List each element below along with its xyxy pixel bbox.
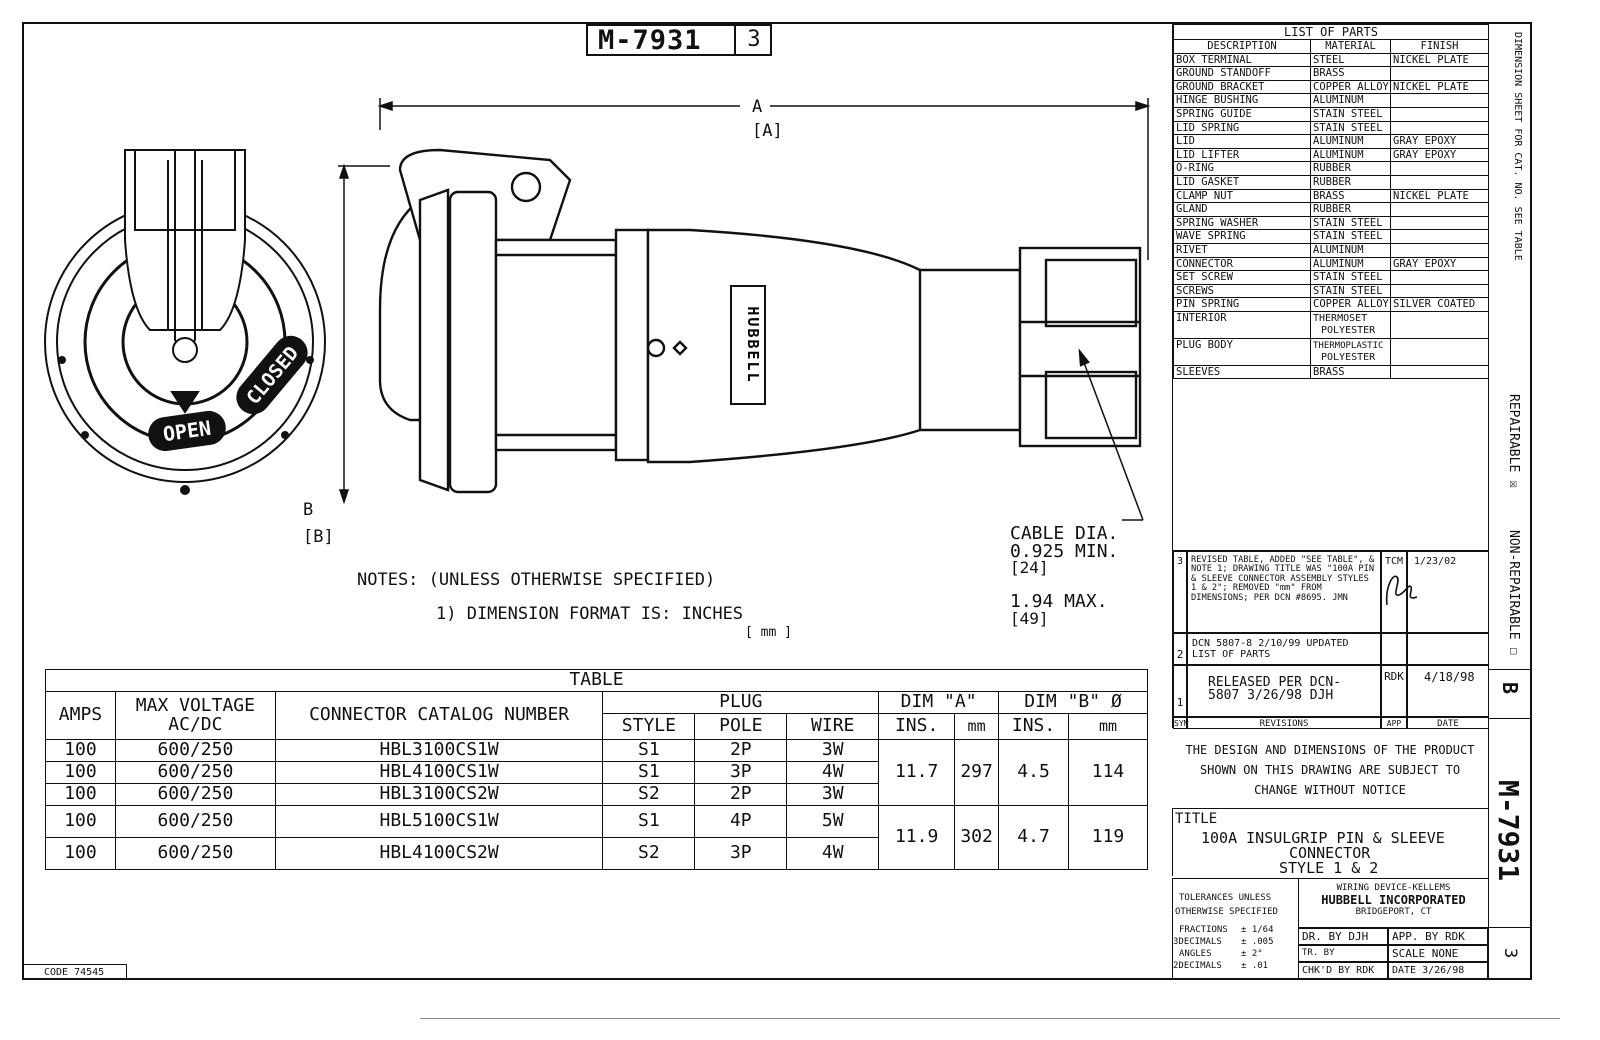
rev-sym: 3	[1173, 551, 1187, 633]
hubbell-logo-text: HUBBELL	[744, 306, 762, 384]
part-finish: GRAY EPOXY	[1391, 135, 1489, 149]
part-finish	[1391, 162, 1489, 176]
part-material: RUBBER	[1311, 162, 1391, 176]
parts-table	[1173, 24, 1489, 379]
part-material: ALUMINUM	[1311, 257, 1391, 271]
part-material: BRASS	[1311, 189, 1391, 203]
cell-dim-b-mm: 119	[1069, 806, 1148, 870]
cell-pole: 2P	[695, 784, 787, 806]
part-description: SPRING WASHER	[1174, 216, 1311, 230]
company-name: HUBBELL INCORPORATED	[1321, 893, 1466, 907]
closed-label: CLOSED	[242, 342, 304, 410]
sheet-size: B	[1498, 682, 1522, 695]
part-finish: GRAY EPOXY	[1391, 257, 1489, 271]
parts-row	[1174, 135, 1489, 149]
part-description: SET SCREW	[1174, 271, 1311, 285]
cell-dim-a-ins: 11.9	[879, 806, 955, 870]
parts-header-finish: FINISH	[1391, 40, 1489, 54]
side-sheet-revision: 3	[1500, 948, 1520, 959]
drawn-by: DR. BY DJH	[1298, 928, 1388, 945]
cell-catalog: HBL5100CS1W	[275, 806, 603, 838]
cell-voltage: 600/250	[115, 762, 275, 784]
cell-voltage: 600/250	[115, 838, 275, 870]
part-finish	[1391, 94, 1489, 108]
part-description: CLAMP NUT	[1174, 189, 1311, 203]
tolerance-angles-value: ± 2°	[1241, 949, 1263, 959]
company-block	[1298, 878, 1488, 928]
tolerance-heading-2: OTHERWISE SPECIFIED	[1175, 907, 1278, 917]
cell-wire: 3W	[787, 740, 879, 762]
cell-dim-b-ins: 4.5	[999, 740, 1069, 806]
tolerance-2decimals-label: 2DECIMALS	[1173, 961, 1222, 971]
scale: SCALE NONE	[1388, 945, 1488, 962]
rev-sym: 1	[1173, 665, 1187, 717]
cable-max-mm-label: [49]	[1010, 609, 1049, 628]
rev-approver-empty	[1381, 633, 1407, 665]
notes-item-1: 1) DIMENSION FORMAT IS: INCHES	[436, 604, 744, 624]
part-description: BOX TERMINAL	[1174, 53, 1311, 67]
parts-row	[1174, 162, 1489, 176]
cell-catalog: HBL4100CS2W	[275, 838, 603, 870]
cell-style: S1	[603, 806, 695, 838]
company-location: BRIDGEPORT, CT	[1355, 907, 1432, 917]
tolerance-heading-1: TOLERANCES UNLESS	[1179, 893, 1272, 903]
cell-pole: 2P	[695, 740, 787, 762]
parts-header-description: DESCRIPTION	[1174, 40, 1311, 54]
change-notice: THE DESIGN AND DIMENSIONS OF THE PRODUCT SHOWN ON THIS DRAWING ARE SUBJECT TO CHANGE WITHOUT NOTICE	[1185, 743, 1475, 797]
cell-voltage: 600/250	[115, 784, 275, 806]
parts-row	[1174, 365, 1489, 379]
parts-row	[1174, 271, 1489, 285]
part-material-line-2: POLYESTER	[1321, 351, 1376, 363]
part-material: RUBBER	[1311, 203, 1391, 217]
header-dim-a: DIM "A"	[879, 692, 999, 714]
front-view-drawing	[40, 130, 340, 510]
right-strip	[1488, 24, 1531, 979]
cell-style: S1	[603, 740, 695, 762]
part-description: LID LIFTER	[1174, 148, 1311, 162]
part-material: COPPER ALLOY	[1311, 298, 1391, 312]
cell-pole: 3P	[695, 762, 787, 784]
parts-list-panel	[1172, 24, 1488, 550]
part-description: GROUND STANDOFF	[1174, 67, 1311, 81]
part-material: BRASS	[1311, 67, 1391, 81]
rev-description: RELEASED PER DCN-5807 3/26/98 DJH	[1187, 665, 1381, 717]
tolerance-angles-label: ANGLES	[1179, 949, 1212, 959]
part-description: SLEEVES	[1174, 365, 1311, 379]
cell-style: S2	[603, 784, 695, 806]
part-finish	[1391, 175, 1489, 189]
part-description: SCREWS	[1174, 284, 1311, 298]
part-finish: GRAY EPOXY	[1391, 148, 1489, 162]
cable-dia-label: CABLE DIA.	[1010, 523, 1119, 544]
tolerance-block	[1172, 878, 1298, 978]
side-drawing-number: M-7931	[1492, 780, 1525, 882]
cell-amps: 100	[46, 806, 116, 838]
catalog-table	[45, 669, 1148, 870]
part-material: BRASS	[1311, 365, 1391, 379]
notes-heading: NOTES: (UNLESS OTHERWISE SPECIFIED)	[357, 570, 716, 590]
part-finish: SILVER COATED	[1391, 298, 1489, 312]
cable-min-label: 0.925 MIN.	[1010, 541, 1119, 562]
parts-row	[1174, 121, 1489, 135]
table-title: TABLE	[46, 670, 1148, 692]
parts-row	[1174, 257, 1489, 271]
part-material: STAIN STEEL	[1311, 230, 1391, 244]
rev-sym: 2	[1173, 633, 1187, 665]
parts-row	[1174, 284, 1489, 298]
approved-by: APP. BY RDK	[1388, 928, 1488, 945]
parts-row	[1174, 148, 1489, 162]
part-description: WAVE SPRING	[1174, 230, 1311, 244]
table-row	[46, 806, 1148, 838]
cell-wire: 3W	[787, 784, 879, 806]
cell-wire: 4W	[787, 762, 879, 784]
part-description: INTERIOR	[1174, 311, 1311, 338]
cell-amps: 100	[46, 784, 116, 806]
parts-row	[1174, 67, 1489, 81]
header-dim-b-ins: INS.	[999, 714, 1069, 740]
cell-wire: 4W	[787, 838, 879, 870]
part-description: GLAND	[1174, 203, 1311, 217]
tolerance-fractions-value: ± 1/64	[1241, 925, 1274, 935]
rev-description: REVISED TABLE, ADDED "SEE TABLE", & NOTE 1; DRAWING TITLE WAS "100A PIN & SLEEVE CONNECTOR ASSEMBLY STYLES 1 & 2"; REMOVED "mm" FROM DIMENSIONS; PER DCN #8695. JMN	[1187, 551, 1381, 633]
open-label: OPEN	[161, 415, 213, 447]
table-row	[46, 740, 1148, 762]
cell-dim-a-mm: 302	[955, 806, 999, 870]
part-material: COPPER ALLOY	[1311, 80, 1391, 94]
part-finish: NICKEL PLATE	[1391, 80, 1489, 94]
part-finish	[1391, 203, 1489, 217]
dim-b-mm-label: [B]	[303, 527, 334, 547]
part-material: STAIN STEEL	[1311, 216, 1391, 230]
part-material: THERMOSET	[1313, 312, 1368, 324]
part-material: THERMOPLASTIC	[1313, 340, 1384, 351]
parts-row	[1174, 338, 1489, 365]
rev-approver: TCM	[1381, 551, 1407, 633]
side-view-drawing	[300, 90, 1180, 570]
rev-date: 1/23/02	[1407, 551, 1489, 633]
part-description: O-RING	[1174, 162, 1311, 176]
part-description: SPRING GUIDE	[1174, 107, 1311, 121]
sheet-catalog-note: DIMENSION SHEET FOR CAT. NO. SEE TABLE	[1512, 32, 1523, 261]
tolerance-3decimals-label: 3DECIMALS	[1173, 937, 1222, 947]
parts-row	[1174, 203, 1489, 217]
parts-row	[1174, 311, 1489, 338]
header-dim-b: DIM "B" Ø	[999, 692, 1148, 714]
cell-amps: 100	[46, 838, 116, 870]
title-line-1: 100A INSULGRIP PIN & SLEEVE	[1201, 829, 1445, 847]
parts-row	[1174, 298, 1489, 312]
cell-pole: 3P	[695, 838, 787, 870]
drawing-number: M-7931	[598, 25, 702, 56]
title-block	[1172, 808, 1488, 876]
company-division: WIRING DEVICE-KELLEMS	[1336, 883, 1451, 893]
drawing-number-box	[586, 24, 772, 56]
cell-amps: 100	[46, 762, 116, 784]
header-pole: POLE	[695, 714, 787, 740]
revisions-block	[1172, 550, 1488, 728]
part-material: STAIN STEEL	[1311, 121, 1391, 135]
cell-catalog: HBL4100CS1W	[275, 762, 603, 784]
part-material: ALUMINUM	[1311, 94, 1391, 108]
tolerance-2decimals-value: ± .01	[1241, 961, 1269, 971]
part-description: LID GASKET	[1174, 175, 1311, 189]
part-finish	[1391, 230, 1489, 244]
parts-row	[1174, 216, 1489, 230]
part-material: STAIN STEEL	[1311, 271, 1391, 285]
lid-outline	[380, 200, 420, 420]
part-description: GROUND BRACKET	[1174, 80, 1311, 94]
rev-date: 4/18/98	[1407, 665, 1489, 717]
header-catalog: CONNECTOR CATALOG NUMBER	[275, 692, 603, 740]
drawing-date: DATE 3/26/98	[1388, 962, 1488, 979]
cell-pole: 4P	[695, 806, 787, 838]
header-plug: PLUG	[603, 692, 879, 714]
cell-dim-b-mm: 114	[1069, 740, 1148, 806]
parts-title: LIST OF PARTS	[1174, 25, 1489, 40]
part-material: RUBBER	[1311, 175, 1391, 189]
traced-by: TR. BY	[1298, 945, 1388, 962]
parts-row	[1174, 53, 1489, 67]
header-max-voltage: MAX VOLTAGE AC/DC	[115, 692, 275, 740]
part-material-line-2: POLYESTER	[1321, 324, 1376, 336]
cell-catalog: HBL3100CS1W	[275, 740, 603, 762]
notes-item-1-sub: [ mm ]	[745, 625, 792, 640]
parts-row	[1174, 230, 1489, 244]
dim-a-mm-label: [A]	[752, 121, 783, 141]
rev-header-app: APP	[1381, 717, 1407, 729]
header-style: STYLE	[603, 714, 695, 740]
cell-dim-a-mm: 297	[955, 740, 999, 806]
checked-by: CHK'D BY RDK	[1298, 962, 1388, 979]
cell-wire: 5W	[787, 806, 879, 838]
title-line-3: STYLE 1 & 2	[1279, 859, 1379, 877]
part-finish: NICKEL PLATE	[1391, 189, 1489, 203]
rev-approver: RDK	[1381, 665, 1407, 717]
parts-row	[1174, 94, 1489, 108]
repairable-flag: REPAIRABLE ☒	[1506, 394, 1521, 488]
part-description: HINGE BUSHING	[1174, 94, 1311, 108]
cable-min-mm-label: [24]	[1010, 558, 1049, 577]
title-line-2: CONNECTOR	[1289, 844, 1371, 862]
cell-voltage: 600/250	[115, 740, 275, 762]
part-material: STEEL	[1311, 53, 1391, 67]
cell-dim-b-ins: 4.7	[999, 806, 1069, 870]
part-material: STAIN STEEL	[1311, 284, 1391, 298]
tolerance-3decimals-value: ± .005	[1241, 937, 1274, 947]
header-dim-a-mm: mm	[955, 714, 999, 740]
header-amps: AMPS	[46, 692, 116, 740]
drawing-revision: 3	[734, 26, 772, 54]
part-description: CONNECTOR	[1174, 257, 1311, 271]
part-finish	[1391, 271, 1489, 285]
cell-dim-a-ins: 11.7	[879, 740, 955, 806]
non-repairable-flag: NON-REPAIRABLE ☐	[1506, 530, 1521, 656]
part-description: LID SPRING	[1174, 121, 1311, 135]
parts-header-material: MATERIAL	[1311, 40, 1391, 54]
part-material: ALUMINUM	[1311, 243, 1391, 257]
tolerance-fractions-label: FRACTIONS	[1179, 925, 1228, 935]
cable-max-label: 1.94 MAX.	[1010, 591, 1108, 612]
cell-amps: 100	[46, 740, 116, 762]
cell-voltage: 600/250	[115, 806, 275, 838]
header-wire: WIRE	[787, 714, 879, 740]
cell-catalog: HBL3100CS2W	[275, 784, 603, 806]
rev-description: DCN 5807-8 2/10/99 UPDATED LIST OF PARTS	[1187, 633, 1381, 665]
part-description: LID	[1174, 135, 1311, 149]
parts-row	[1174, 189, 1489, 203]
part-finish	[1391, 121, 1489, 135]
parts-row	[1174, 243, 1489, 257]
page-edge-line	[420, 1018, 1560, 1019]
rev-header-sym: SYM	[1174, 719, 1189, 728]
parts-row	[1174, 175, 1489, 189]
part-description: PIN SPRING	[1174, 298, 1311, 312]
part-finish	[1391, 284, 1489, 298]
part-finish	[1391, 107, 1489, 121]
rev-header-date: DATE	[1407, 717, 1489, 729]
cell-style: S2	[603, 838, 695, 870]
part-finish	[1391, 243, 1489, 257]
header-dim-a-ins: INS.	[879, 714, 955, 740]
part-material: ALUMINUM	[1311, 148, 1391, 162]
parts-row	[1174, 80, 1489, 94]
header-dim-b-mm: mm	[1069, 714, 1148, 740]
dim-a-label: A	[752, 97, 763, 117]
rev-header-revisions: REVISIONS	[1187, 717, 1381, 729]
part-description: RIVET	[1174, 243, 1311, 257]
code-box: CODE 74545	[24, 964, 127, 979]
rev-date-empty	[1407, 633, 1489, 665]
parts-row	[1174, 107, 1489, 121]
part-finish	[1391, 67, 1489, 81]
part-material: ALUMINUM	[1311, 135, 1391, 149]
title-label: TITLE	[1175, 811, 1218, 827]
part-material: STAIN STEEL	[1311, 107, 1391, 121]
part-finish: NICKEL PLATE	[1391, 53, 1489, 67]
part-finish	[1391, 216, 1489, 230]
dim-b-label: B	[303, 500, 314, 520]
part-description: PLUG BODY	[1174, 338, 1311, 365]
cell-style: S1	[603, 762, 695, 784]
